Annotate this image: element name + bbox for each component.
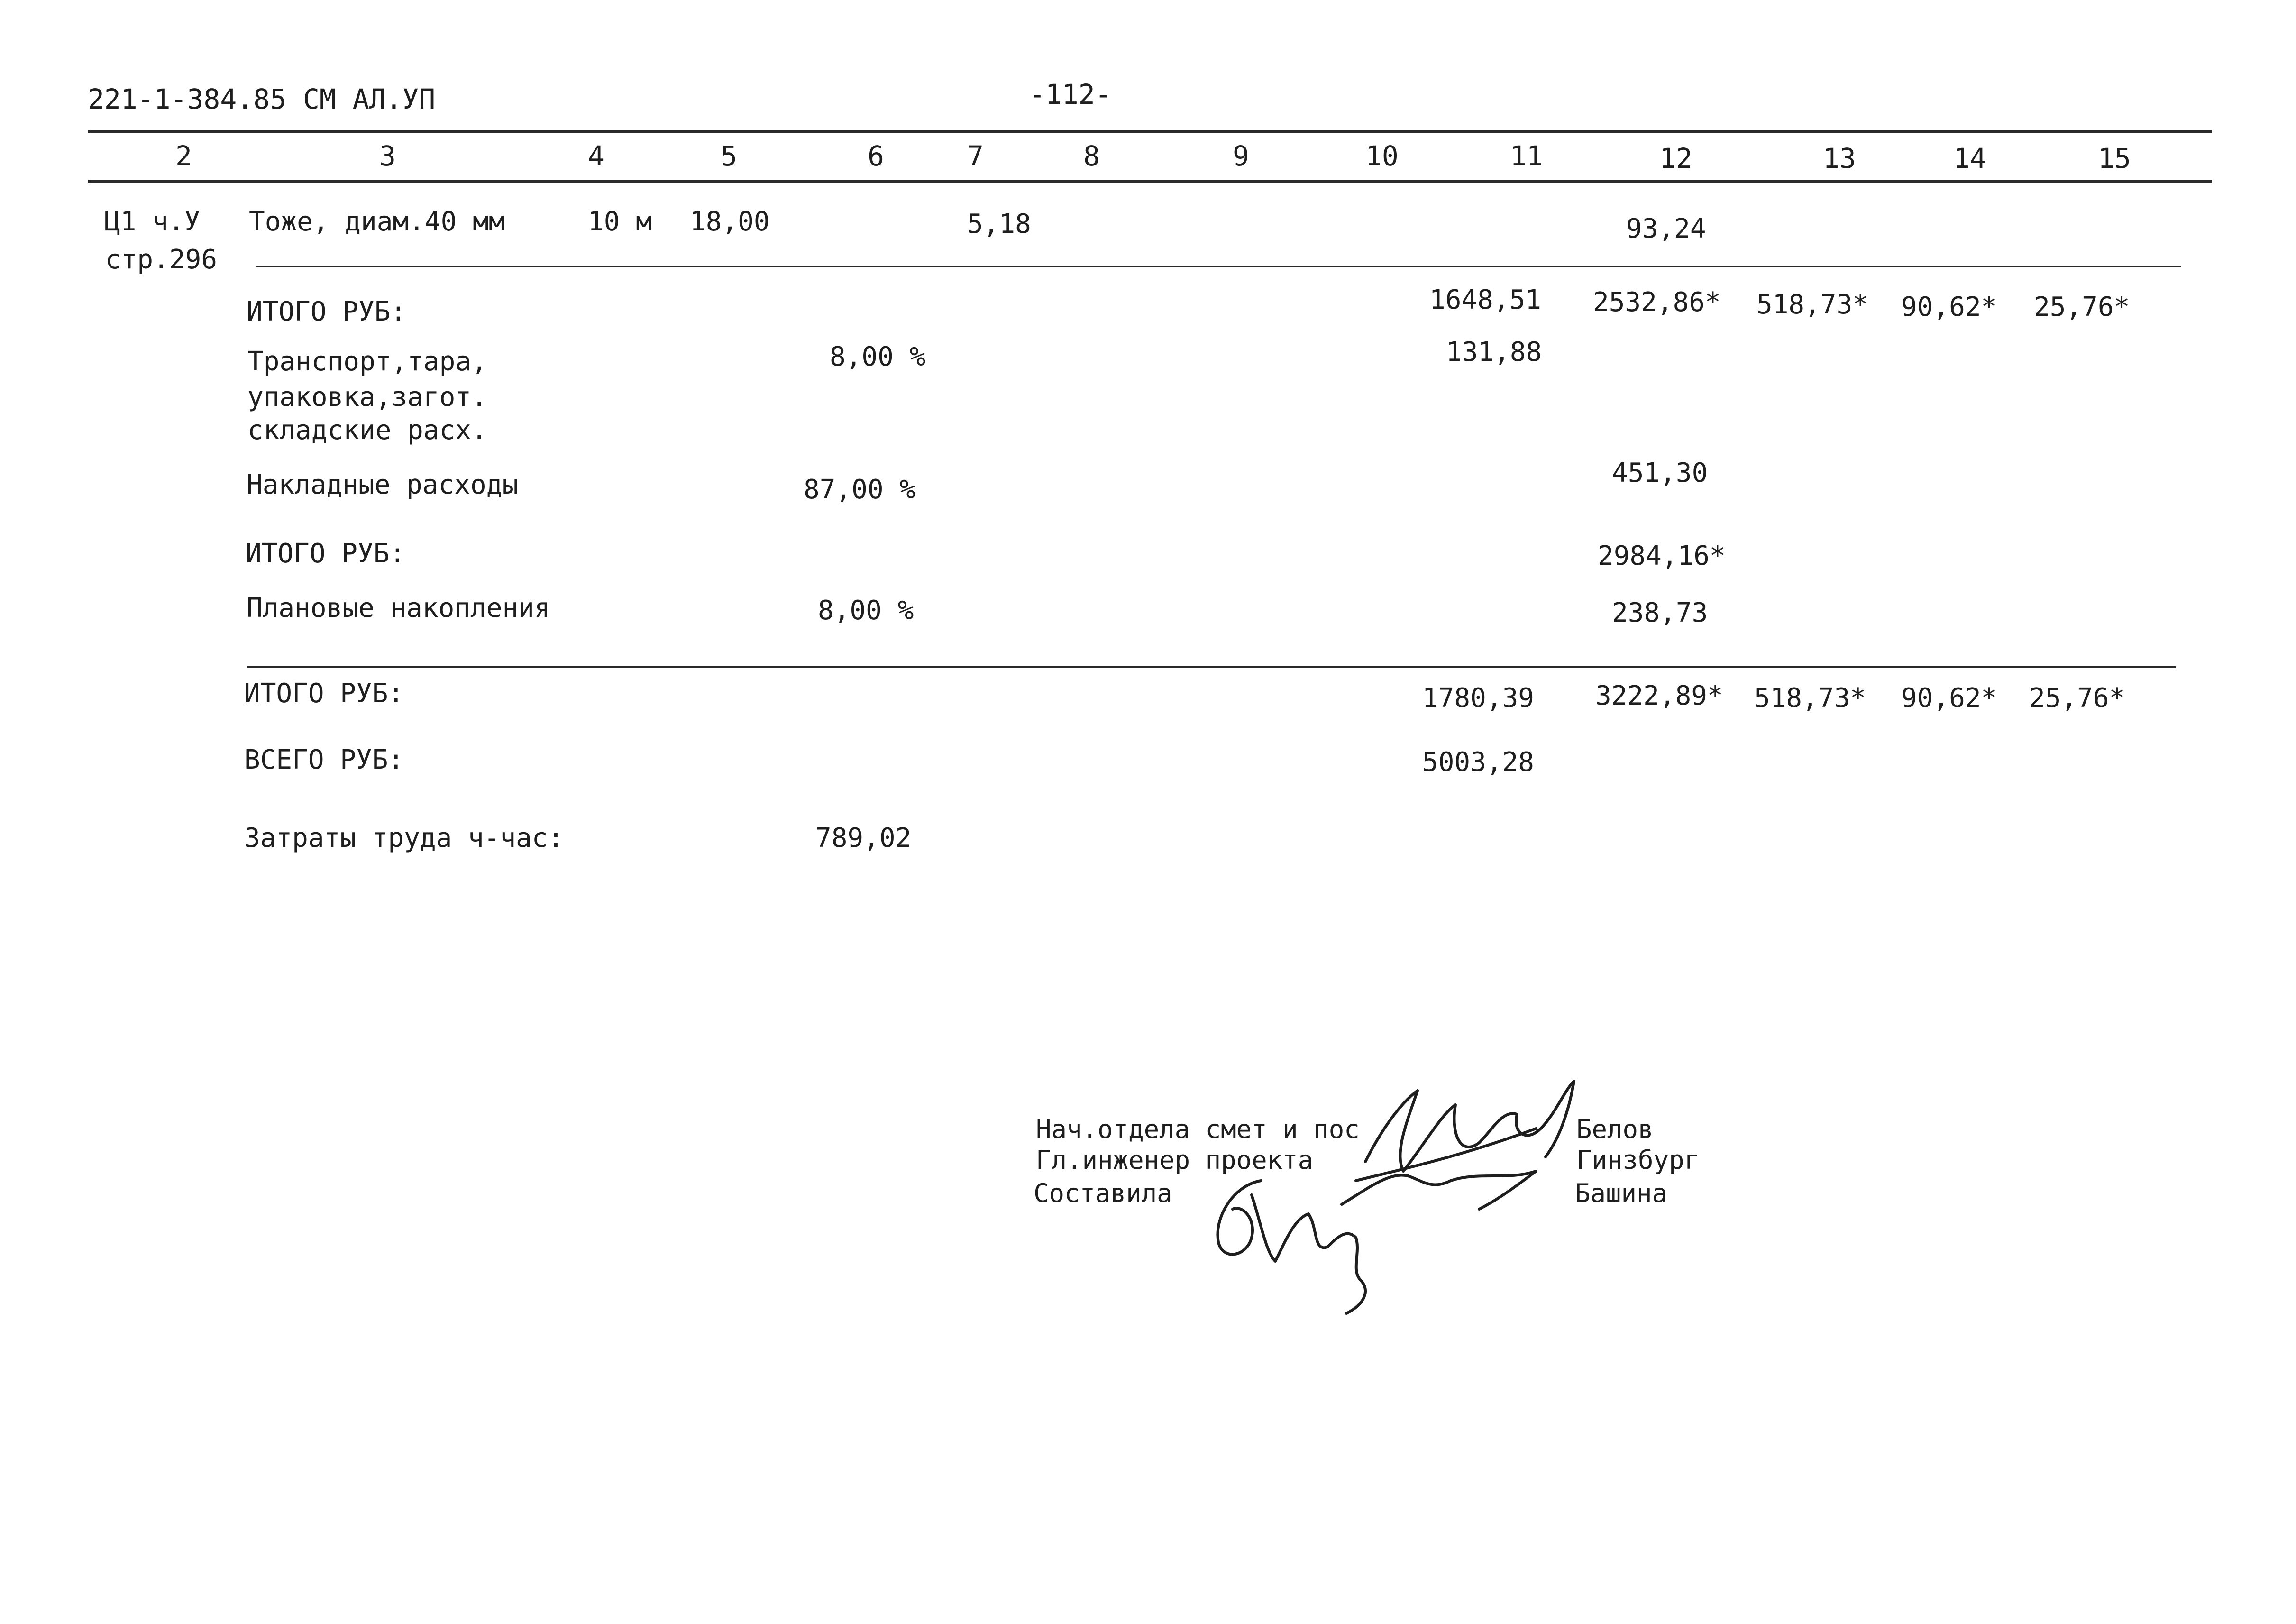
itogo3-col12: 3222,89* (1595, 680, 1723, 711)
col-header: 11 (1510, 140, 1543, 172)
transport-label-line2: упаковка,загот. (247, 382, 487, 413)
overhead-label: Накладные расходы (247, 469, 519, 500)
transport-col11: 131,88 (1446, 337, 1542, 367)
signer-name-3: Башина (1575, 1178, 1668, 1208)
transport-label-line3: складские расх. (247, 415, 487, 446)
signer-role-3: Составила (1034, 1178, 1172, 1208)
itogo2-label: ИТОГО РУБ: (246, 538, 406, 569)
transport-label-line1: Транспорт,тара, (247, 346, 487, 377)
planned-col12: 238,73 (1612, 597, 1708, 628)
signer-name-2: Гинзбург (1576, 1145, 1700, 1175)
col-header: 2 (175, 140, 192, 172)
item-ref: Ц1 ч.У (104, 206, 201, 237)
labor-label: Затраты труда ч-час: (244, 823, 564, 853)
item-rule (256, 266, 2181, 267)
itogo3-col13: 518,73* (1754, 683, 1866, 714)
col-header: 13 (1823, 142, 1856, 174)
item-quantity: 10 м (588, 206, 652, 237)
itogo1-col12: 2532,86* (1593, 287, 1721, 318)
transport-percent: 8,00 % (830, 341, 926, 372)
col-header: 10 (1365, 140, 1399, 172)
itogo2-col12: 2984,16* (1598, 541, 1726, 571)
header-rule-bottom (88, 180, 2212, 183)
totals-rule (247, 666, 2176, 668)
labor-value: 789,02 (815, 823, 912, 853)
itogo1-col15: 25,76* (2034, 292, 2130, 322)
signer-name-1: Белов (1576, 1114, 1654, 1144)
item-ref-page: стр.296 (105, 244, 218, 275)
itogo3-col14: 90,62* (1901, 683, 1997, 714)
doc-code: 221-1-384.85 СМ АЛ.УП (88, 83, 436, 115)
col-header: 9 (1233, 140, 1249, 172)
col-header: 7 (967, 140, 984, 172)
item-description: Тоже, диам.40 мм (249, 206, 505, 237)
planned-label: Плановые накопления (247, 593, 550, 624)
itogo3-label: ИТОГО РУБ: (244, 678, 404, 709)
col-header: 4 (588, 140, 604, 172)
itogo1-col13: 518,73* (1756, 289, 1869, 320)
col-header: 3 (379, 140, 396, 172)
signer-role-1: Нач.отдела смет и пос (1036, 1114, 1360, 1144)
overhead-percent: 87,00 % (804, 474, 916, 505)
itogo1-col11: 1648,51 (1429, 284, 1542, 315)
col-header: 14 (1953, 142, 1986, 174)
signer-role-2: Гл.инженер проекта (1036, 1145, 1314, 1175)
col-header: 6 (868, 140, 884, 172)
page-number: -112- (1029, 78, 1112, 110)
overhead-col12: 451,30 (1612, 458, 1708, 488)
header-rule-top (88, 130, 2212, 133)
col-header: 5 (721, 140, 737, 172)
itogo1-col14: 90,62* (1901, 292, 1997, 322)
vsego-col11: 5003,28 (1422, 747, 1535, 778)
planned-percent: 8,00 % (818, 595, 914, 626)
itogo3-col15: 25,76* (2029, 683, 2125, 714)
itogo3-col11: 1780,39 (1422, 683, 1535, 714)
vsego-label: ВСЕГО РУБ: (244, 744, 404, 775)
col-header: 12 (1659, 142, 1692, 174)
handwritten-signature-2 (1204, 1166, 1384, 1318)
item-col7: 5,18 (967, 209, 1031, 239)
col-header: 8 (1083, 140, 1100, 172)
itogo1-label: ИТОГО РУБ: (247, 296, 407, 327)
item-price: 18,00 (690, 206, 770, 237)
item-col12: 93,24 (1626, 213, 1706, 244)
col-header: 15 (2098, 142, 2131, 174)
